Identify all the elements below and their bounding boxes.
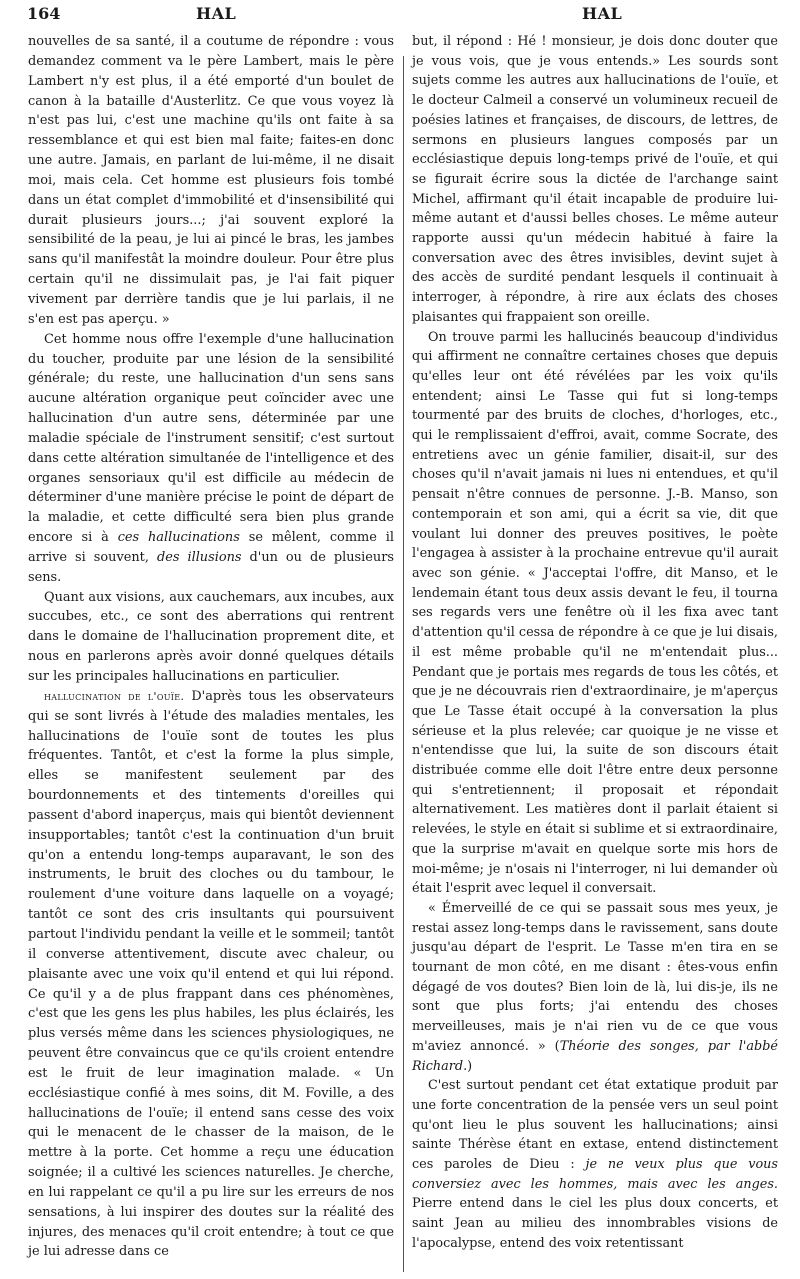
text-run: d'un ou de plusieurs sens. [28, 549, 394, 585]
running-header [0, 2, 800, 30]
italic-run: je ne veux plus que vous conversiez avec les hommes, mais avec les anges. [412, 1157, 778, 1192]
paragraph [28, 330, 394, 588]
text-run: C'est surtout pendant cet état extatique produit par une forte concentration de la pensée vers un seul point qu'ont lieu le plus souvent les hallucinations; ainsi sainte Thérèse étant en extase, entend distinctement ces paroles de Dieu : [412, 1078, 778, 1173]
italic-run: ces hallucinations [117, 530, 240, 546]
paragraph: On trouve parmi les hallucinés beaucoup d'individus qui affirment ne connaître certaines choses que depuis qu'elles leur ont été révélées par les voix qu'ils entendent; ainsi Le Tasse qui fut si long-temps tourmenté par des bruits de cloches, d'horloges, etc., qui le remplissaient d'effroi, avait, comme Socrate, des entretiens avec un génie familier, disait-il, sur des choses qu'il n'avait jamais ni lues ni entendues, et qu'il pensait n'être connues de personne. J.-B. Manso, son contemporain et son ami, qui a écrit sa vie, dit que voulant lui donner des preuves positives, le poète l'engagea à assister à la prochaine entrevue qu'il aurait avec son génie. « J'acceptai l'offre, dit Manso, et le lendemain étant tous deux assis devant le feu, il tourna ses regards vers une fenêtre où il les fixa avec tant d'attention qu'il cessa de répondre à ce que je lui disais, il est même probable qu'il ne m'entendait plus... Pendant que je portais mes regards de tous les côtés, et que je ne découvrais rien d'extraordinaire, je m'aperçus que Le Tasse était occupé à la conversation la plus sérieuse et la plus relevée; car quoique je ne visse et n'entendisse que lui, la suite de son discours était distribuée comme elle doit l'être entre deux personne qui s'entretiennent; il proposait et répondait alternativement. Les matières dont il parlait étaient si relevées, le style en était si sublime et si extraordinaire, que la surprise m'avait en quelque sorte mis hors de moi-même; je n'osais ni l'interroger, ni lui demander où était l'esprit avec lequel il conversait. [412, 329, 778, 897]
right-column [412, 32, 778, 1254]
italic-run: des illusions [156, 549, 242, 565]
paragraph: Quant aux visions, aux cauchemars, aux incubes, aux succubes, etc., ce sont des aberrations qui rentrent dans le domaine de l'hallucination proprement dite, et nous en parlerons après avoir donné quelques détails sur les principales hallucinations en particulier. [28, 589, 394, 684]
paragraph: nouvelles de sa santé, il a coutume de répondre : vous demandez comment va le père Lambert, mais le père Lambert n'y est plus, il a été emporté d'un boulet de canon à la bataille d'Austerlitz. Ce que vous voyez là n'est pas lui, c'est une machine qu'ils ont faite à sa ressemblance et qui est bien mal faite; faites-en donc une autre. Jamais, en parlant de lui-même, il ne disait moi, mais cela. Cet homme est plusieurs fois tombé dans un état complet d'immobilité et d'insensibilité qui durait plusieurs jours...; j'ai souvent exploré la sensibilité de la peau, je lui ai pincé le bras, les jambes sans qu'il manifestât la moindre douleur. Pour être plus certain qu'il ne dissimulait pas, je l'ai fait piquer vivement par derrière tandis que je lui parlais, il ne s'en est pas aperçu. » [28, 34, 394, 327]
headword-right: HAL [582, 4, 623, 23]
section-heading: hallucination de l'ouïe. [44, 688, 185, 703]
headword-left: HAL [196, 4, 237, 23]
paragraph: but, il répond : Hé ! monsieur, je dois donc douter que je vous vois, que je vous entends.» Les sourds sont sujets comme les autres aux hallucinations de l'ouïe, et le docteur Calmeil a conservé un volumineux recueil de poésies latines et françaises, de discours, de lettres, de sermons en plusieurs langues composés par un ecclésiastique depuis long-temps privé de l'ouïe, et qui se figurait écrire sous la dictée de l'archange saint Michel, affirmant qu'il était incapable de produire lui-même autant et d'aussi belles choses. Le même auteur rapporte aussi qu'un médecin habitué à faire la conversation avec des êtres invisibles, devint sujet à des accès de surdité pendant lesquels il continuait à interroger, à répondre, à rire aux éclats des choses plaisantes qui frappaient son oreille. [412, 34, 778, 325]
text-run: D'après tous les observateurs qui se sont livrés à l'étude des maladies mentales, les hallucinations de l'ouïe sont de toutes les plus fréquentes. Tantôt, et c'est la forme la plus simple, elles se manifestent seulement par des bourdonnements et des tintements d'oreilles qui passent d'abord inaperçus, mais qui bientôt deviennent insupportables; tantôt c'est la continuation d'un bruit qu'on a entendu long-temps auparavant, le son des instruments, le bruit des cloches ou du tambour, le roulement d'une voiture dans laquelle on a voyagé; tantôt ce sont des cris insultants qui poursuivent partout l'individu pendant la veille et le sommeil; tantôt il converse attentivement, discute avec chaleur, ou plaisante avec une voix qu'il entend et qui lui répond. Ce qu'il y a de plus frappant dans ces phénomènes, c'est que les gens les plus habiles, les plus éclairés, les plus versés même dans les sciences physiologiques, ne peuvent être convaincus que ce qu'ils croient entendre est le fruit de leur imagination malade. « Un ecclésiastique confié à mes soins, dit M. Foville, a des hallucinations de l'ouïe; il entend sans cesse des voix qui le menacent de le chasser de la maison, de le mettre à la porte. Cet homme a reçu une éducation soignée; il a cultivé les sciences naturelles. Je cherche, en lui rappelant ce qu'il a pu lire sur les erreurs de nos sensations, à lui inspirer des doutes sur la réalité des injures, des menaces qu'il croit entendre; à tout ce que je lui adresse dans ce [28, 688, 394, 1260]
text-run: Pierre entend dans le ciel les plus doux concerts, et saint Jean au milieu des innombrables visions de l'apocalypse, entend des voix retentissant [412, 1196, 778, 1251]
column-divider [403, 56, 404, 1272]
paragraph [412, 1076, 778, 1253]
italic-run: Théorie des songes, par l'abbé Richard. [412, 1038, 778, 1074]
text-run: « Émerveillé de ce qui se passait sous mes yeux, je restai assez long-temps dans le ravissement, sans doute jusqu'au départ de l'esprit. Le Tasse m'en tira en se tournant de mon côté, en me disant : êtes-vous enfin dégagé de vos doutes? Bien loin de là, lui dis-je, ils ne sont que plus forts; j'ai entendu des choses merveilleuses, mais je n'ai rien vu de ce que vous m'aviez annoncé. » ( [412, 900, 778, 1054]
paragraph [28, 687, 394, 1262]
text-run: se mêlent, comme il arrive si souvent, [28, 530, 394, 565]
left-column [28, 32, 394, 1262]
text-run: Cet homme nous offre l'exemple d'une hallucination du toucher, produite par une lésion de la sensibilité générale; du reste, une hallucination d'un sens sans aucune altération organique peut coïncider avec une hallucination d'un autre sens, déterminée par une maladie spéciale de l'instrument sensitif; c'est surtout dans cette altération simultanée de l'intelligence et des organes sensoriaux qu'il est difficile au médecin de déterminer d'une manière précise le point de départ de la maladie, et cette difficulté sera bien plus grande encore si à [28, 331, 394, 546]
page-number: 164 [27, 4, 61, 23]
paragraph [412, 899, 778, 1076]
text-run: ) [467, 1058, 473, 1074]
